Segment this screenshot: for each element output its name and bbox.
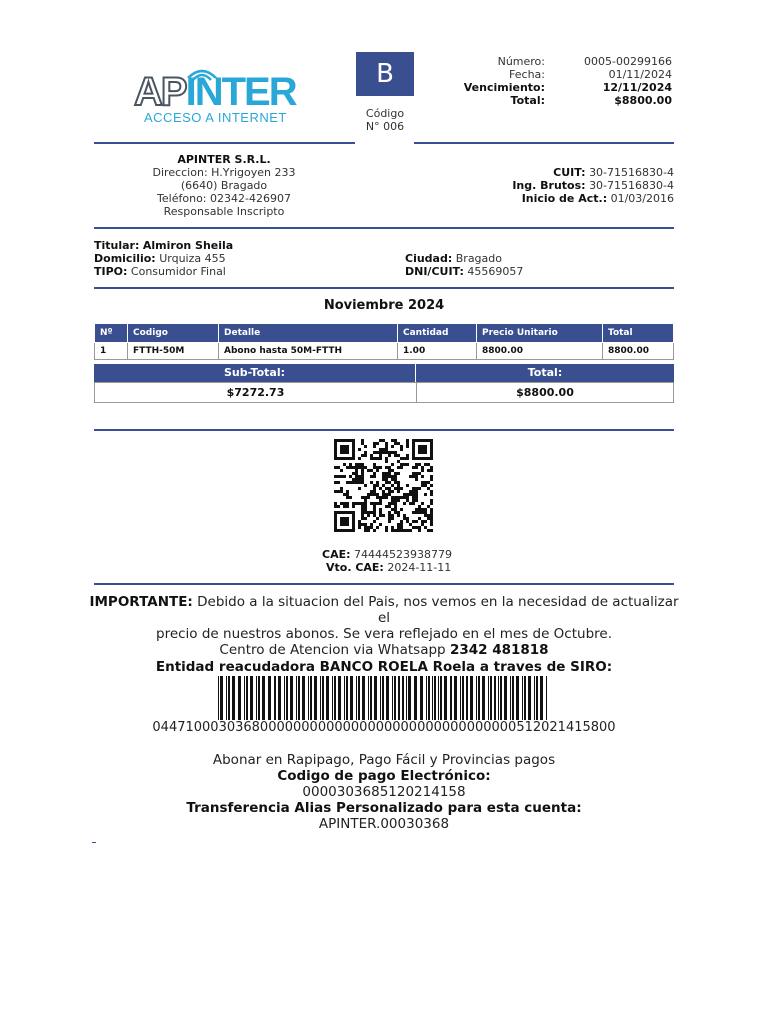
titular-value: Almiron Sheila — [142, 239, 234, 252]
table-cell: FTTH-50M — [128, 343, 219, 360]
ib-value: 30-71516830-4 — [589, 179, 674, 192]
important-label: IMPORTANTE: — [89, 594, 193, 610]
invoice-code-label: Código — [365, 107, 405, 120]
logo-tagline: ACCESO A INTERNET — [144, 110, 287, 125]
divider — [94, 287, 674, 289]
cae-value: 74444523938779 — [354, 548, 452, 561]
footer-mark — [92, 842, 96, 843]
company-name: APINTER S.R.L. — [177, 153, 271, 166]
totals-header-bar — [94, 364, 674, 382]
cuit-label: CUIT: — [553, 166, 586, 179]
header-total-label: Total: — [510, 94, 545, 107]
logo-inter: INTER — [185, 70, 296, 114]
company-info — [124, 153, 324, 218]
subtotal-label: Sub-Total: — [94, 364, 416, 382]
billing-period: Noviembre 2024 — [323, 298, 445, 313]
company-logo — [134, 62, 314, 128]
col-header: Precio Unitario — [477, 324, 603, 343]
divider — [94, 429, 674, 431]
qr-code-icon — [334, 439, 434, 534]
table-cell: 1.00 — [398, 343, 477, 360]
fecha-value: 01/11/2024 — [608, 68, 672, 81]
divider — [94, 227, 674, 229]
numero-value: 0005-00299166 — [584, 55, 672, 68]
col-header: Detalle — [219, 324, 398, 343]
alias-label: Transferencia Alias Personalizado para esta cuenta: — [186, 800, 582, 816]
col-header: Codigo — [128, 324, 219, 343]
invoice-type-box — [356, 52, 414, 96]
ciudad-label: Ciudad: — [405, 252, 453, 265]
divider — [414, 142, 674, 144]
company-tax-info — [440, 166, 674, 205]
alias-value: APINTER.00030368 — [318, 816, 450, 832]
domicilio-label: Domicilio: — [94, 252, 156, 265]
tipo-value: Consumidor Final — [130, 265, 226, 278]
table-cell: 1 — [95, 343, 128, 360]
rapipago-text: Abonar en Rapipago, Pago Fácil y Provincias pagos — [212, 752, 556, 768]
vencimiento-label: Vencimiento: — [463, 81, 545, 94]
numero-label: Número: — [497, 55, 545, 68]
col-header: Total — [603, 324, 674, 343]
divider — [94, 583, 674, 585]
dni-value: 45569057 — [467, 265, 524, 278]
company-tax-status: Responsable Inscripto — [163, 205, 285, 218]
electronic-code-label: Codigo de pago Electrónico: — [277, 768, 491, 784]
vto-cae-label: Vto. CAE: — [326, 561, 384, 574]
table-cell: Abono hasta 50M-FTTH — [219, 343, 398, 360]
vto-cae-value: 2024-11-11 — [387, 561, 452, 574]
ciudad-value: Bragado — [455, 252, 502, 265]
company-address: Direccion: H.Yrigoyen 233 — [152, 166, 296, 179]
notice-line2: precio de nuestros abonos. Se vera reflejado en el mes de Octubre. — [156, 626, 612, 642]
logo-ap: AP — [134, 70, 186, 114]
electronic-code-value: 0000303685120214158 — [302, 784, 466, 800]
fecha-label: Fecha: — [509, 68, 545, 81]
notice-line3: Centro de Atencion via Whatsapp — [219, 642, 446, 658]
whatsapp-number: 2342 481818 — [449, 642, 549, 658]
cae-info — [300, 548, 500, 574]
invoice-meta — [440, 55, 672, 107]
table-cell: 8800.00 — [603, 343, 674, 360]
notice-line1: Debido a la situacion del Pais, nos vemos en la necesidad de actualizar el — [197, 594, 679, 626]
barcode-icon — [218, 676, 550, 720]
client-info — [94, 239, 394, 278]
col-header: Cantidad — [398, 324, 477, 343]
col-header: Nº — [95, 324, 128, 343]
domicilio-value: Urquiza 455 — [159, 252, 226, 265]
ib-label: Ing. Brutos: — [512, 179, 586, 192]
titular-label: Titular: — [94, 239, 140, 252]
payment-info — [84, 752, 684, 832]
invoice-code — [350, 107, 420, 133]
totals-values — [94, 382, 674, 403]
header-total-value: $8800.00 — [614, 94, 672, 107]
company-city: (6640) Bragado — [180, 179, 268, 192]
client-info-right — [405, 252, 675, 278]
divider — [94, 142, 355, 144]
cuit-value: 30-71516830-4 — [589, 166, 674, 179]
important-notice — [84, 594, 684, 658]
collection-entity: Entidad reacudadora BANCO ROELA Roela a traves de SIRO: — [155, 659, 613, 675]
table-cell: 8800.00 — [477, 343, 603, 360]
total-label: Total: — [527, 366, 563, 379]
barcode-number: 04471000303680000000000000000000000000000000512021415800 — [152, 720, 616, 735]
items-table-header — [95, 324, 674, 343]
table-row — [95, 343, 674, 360]
cae-label: CAE: — [322, 548, 351, 561]
vencimiento-value: 12/11/2024 — [602, 81, 672, 94]
invoice-letter: B — [376, 59, 394, 89]
inicio-value: 01/03/2016 — [610, 192, 674, 205]
dni-label: DNI/CUIT: — [405, 265, 464, 278]
invoice-code-value: N° 006 — [365, 120, 405, 133]
total-value: $8800.00 — [516, 386, 574, 399]
company-phone: Teléfono: 02342-426907 — [157, 192, 291, 205]
items-table — [94, 323, 674, 360]
subtotal-value: $7272.73 — [95, 383, 417, 402]
tipo-label: TIPO: — [94, 265, 128, 278]
inicio-label: Inicio de Act.: — [521, 192, 608, 205]
